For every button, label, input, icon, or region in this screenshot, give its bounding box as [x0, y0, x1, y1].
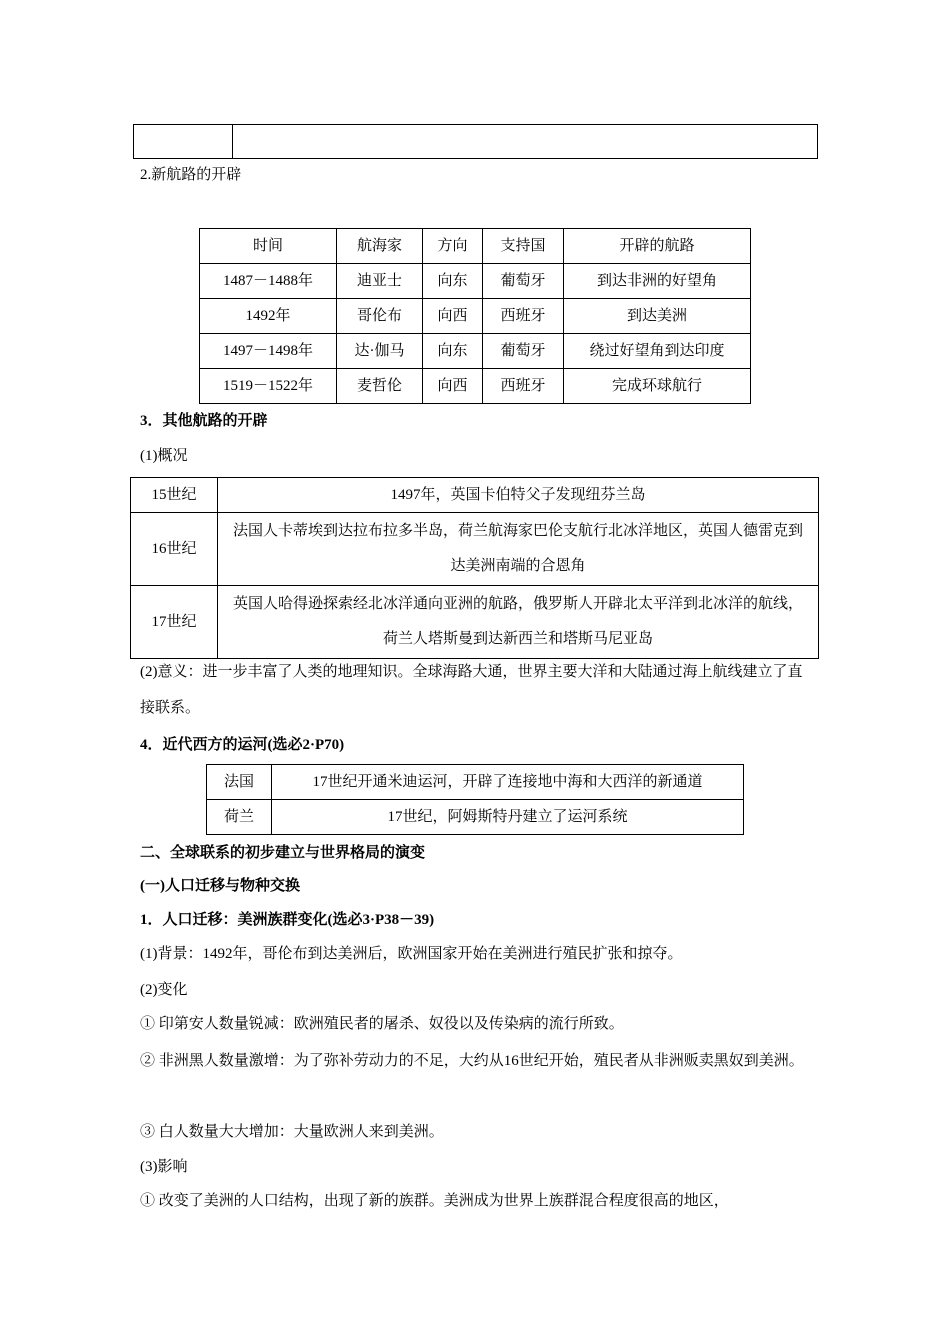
section-heading: 2.新航路的开辟 — [140, 167, 242, 183]
routes-table — [199, 228, 751, 404]
table-cell: 向东 — [423, 334, 483, 369]
table-row — [200, 334, 751, 369]
table-cell: 绕过好望角到达印度 — [564, 334, 751, 369]
subsection-heading: (3)影响 — [140, 1159, 188, 1175]
table-cell: 葡萄牙 — [483, 264, 564, 299]
top-empty-table — [133, 124, 818, 159]
description-cell: 17世纪开通米迪运河，开辟了连接地中海和大西洋的新通道 — [272, 765, 744, 800]
table-cell: 到达美洲 — [564, 299, 751, 334]
list-item: ③ 白人数量大大增加：大量欧洲人来到美洲。 — [140, 1124, 444, 1140]
column-header: 时间 — [200, 229, 337, 264]
table-cell: 向西 — [423, 299, 483, 334]
list-item: ① 改变了美洲的人口结构，出现了新的族群。美洲成为世界上族群混合程度很高的地区， — [140, 1193, 729, 1209]
table-cell: 1487－1488年 — [200, 264, 337, 299]
empty-cell — [233, 125, 818, 159]
description-cell: 17世纪，阿姆斯特丹建立了运河系统 — [272, 800, 744, 835]
canals-table — [206, 764, 744, 835]
other-routes-table — [130, 477, 819, 659]
table-row — [131, 478, 819, 513]
table-cell: 到达非洲的好望角 — [564, 264, 751, 299]
table-row — [200, 369, 751, 404]
subsection-heading: (2)变化 — [140, 982, 188, 998]
country-cell: 荷兰 — [207, 800, 272, 835]
section-heading: 1．人口迁移：美洲族群变化(选必3·P38－39) — [140, 912, 435, 928]
part-heading: 二、全球联系的初步建立与世界格局的演变 — [140, 845, 426, 861]
empty-cell — [134, 125, 233, 159]
table-row — [134, 125, 818, 159]
table-row — [131, 586, 819, 659]
table-row — [207, 765, 744, 800]
table-cell: 1497－1498年 — [200, 334, 337, 369]
table-cell: 迪亚士 — [337, 264, 423, 299]
column-header: 方向 — [423, 229, 483, 264]
column-header: 航海家 — [337, 229, 423, 264]
table-cell: 西班牙 — [483, 299, 564, 334]
century-cell: 15世纪 — [131, 478, 218, 513]
table-cell: 达·伽马 — [337, 334, 423, 369]
section-heading: 3．其他航路的开辟 — [140, 413, 268, 429]
century-cell: 17世纪 — [131, 586, 218, 659]
table-cell: 1492年 — [200, 299, 337, 334]
table-row — [200, 264, 751, 299]
table-cell: 哥伦布 — [337, 299, 423, 334]
table-cell: 向东 — [423, 264, 483, 299]
column-header: 开辟的航路 — [564, 229, 751, 264]
table-row — [200, 299, 751, 334]
subsection-heading: (一)人口迁移与物种交换 — [140, 878, 300, 894]
table-row — [207, 800, 744, 835]
table-row — [131, 513, 819, 586]
table-cell: 向西 — [423, 369, 483, 404]
table-cell: 完成环球航行 — [564, 369, 751, 404]
list-item: ① 印第安人数量锐减：欧洲殖民者的屠杀、奴役以及传染病的流行所致。 — [140, 1016, 624, 1032]
subsection-heading: (1)概况 — [140, 448, 188, 464]
description-cell: 1497年，英国卡伯特父子发现纽芬兰岛 — [218, 478, 819, 513]
century-cell: 16世纪 — [131, 513, 218, 586]
significance-paragraph: (2)意义：进一步丰富了人类的地理知识。全球海路大通，世界主要大洋和大陆通过海上航线建立了直接联系。 — [140, 664, 803, 716]
description-cell: 英国人哈得逊探索经北冰洋通向亚洲的航路，俄罗斯人开辟北太平洋到北冰洋的航线，荷兰人塔斯曼到达新西兰和塔斯马尼亚岛 — [218, 586, 819, 659]
country-cell: 法国 — [207, 765, 272, 800]
column-header: 支持国 — [483, 229, 564, 264]
description-cell: 法国人卡蒂埃到达拉布拉多半岛，荷兰航海家巴伦支航行北冰洋地区，英国人德雷克到达美洲南端的合恩角 — [218, 513, 819, 586]
table-cell: 1519－1522年 — [200, 369, 337, 404]
background-paragraph: (1)背景：1492年，哥伦布到达美洲后，欧洲国家开始在美洲进行殖民扩张和掠夺。 — [140, 946, 683, 962]
table-header-row — [200, 229, 751, 264]
section-heading: 4．近代西方的运河(选必2·P70) — [140, 737, 345, 753]
list-item: ② 非洲黑人数量激增：为了弥补劳动力的不足，大约从16世纪开始，殖民者从非洲贩卖黑奴到美洲。 — [140, 1053, 804, 1069]
table-cell: 葡萄牙 — [483, 334, 564, 369]
table-cell: 西班牙 — [483, 369, 564, 404]
table-cell: 麦哲伦 — [337, 369, 423, 404]
